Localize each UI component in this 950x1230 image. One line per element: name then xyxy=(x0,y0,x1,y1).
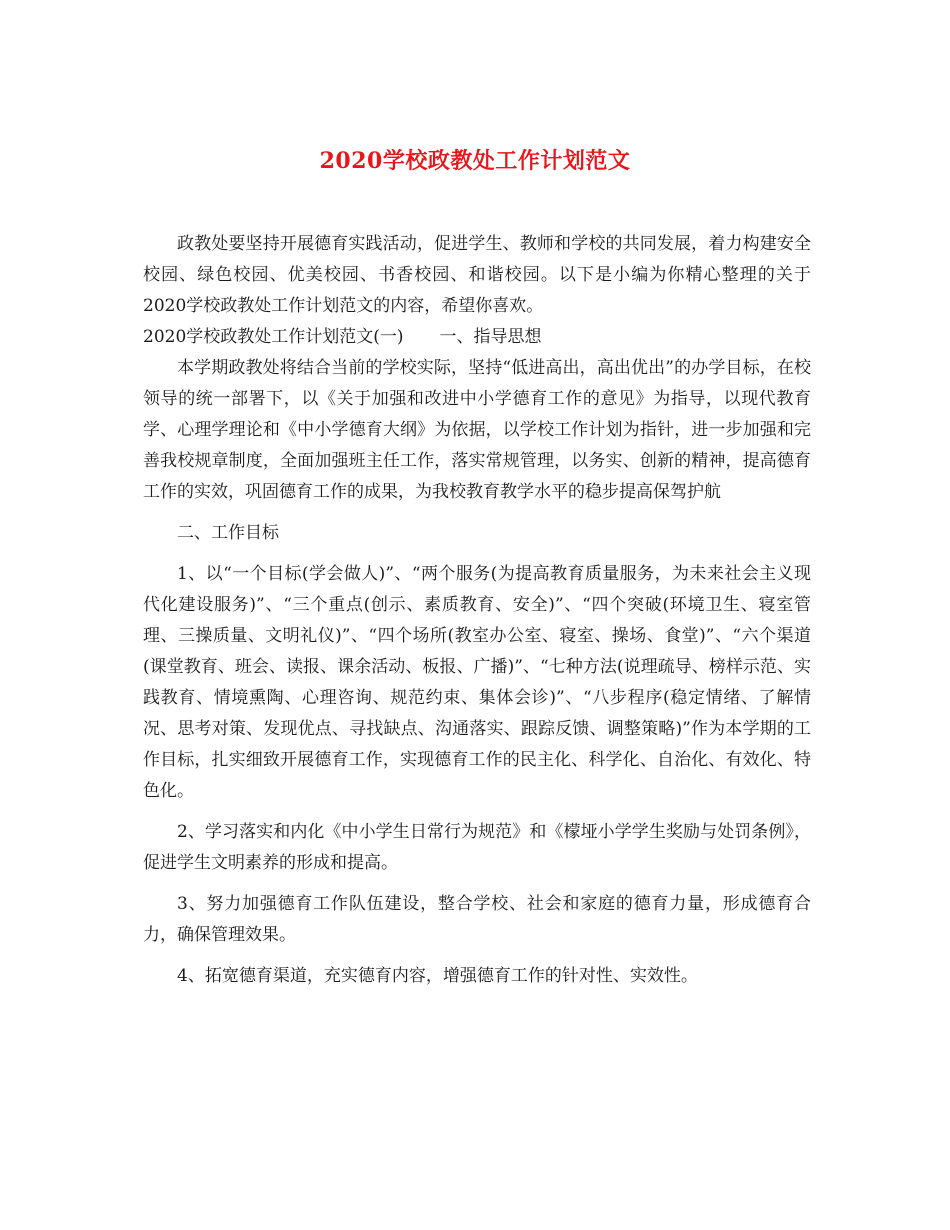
intro-paragraph: 政教处要坚持开展德育实践活动，促进学生、教师和学校的共同发展，着力构建安全校园、绿色校园、优美校园、书香校园、和谐校园。以下是小编为你精心整理的关于2020学校政教处工作计划范文的内容，希望你喜欢。 xyxy=(143,234,811,316)
goal-item-1: 1、以“一个目标(学会做人)”、“两个服务(为提高教育质量服务，为未来社会主义现代化建设服务)”、“三个重点(创示、素质教育、安全)”、“四个突破(环境卫生、寝室管理、三操质量、文明礼仪)”、“四个场所(教室办公室、寝室、操场、食堂)”、“六个渠道(课堂教育、班会、读报、课余活动、板报、广播)”、“七种方法(说理疏导、榜样示范、实践教育、情境熏陶、心理咨询、规范约束、集体会诊)”、“八步程序(稳定情绪、了解情况、思考对策、发现优点、寻找缺点、沟通落实、跟踪反馈、调整策略)”作为本学期的工作目标，扎实细致开展德育工作，实现德育工作的民主化、科学化、自治化、有效化、特色化。 xyxy=(143,564,811,801)
document-title: 2020学校政教处工作计划范文 xyxy=(319,148,631,174)
section1-heading: 一、指导思想 xyxy=(439,327,542,347)
document-body xyxy=(143,229,811,992)
subtitle-line xyxy=(143,322,811,353)
goal-item-3: 3、努力加强德育工作队伍建设，整合学校、社会和家庭的德育力量，形成德育合力，确保管理效果。 xyxy=(143,894,811,945)
goal-item-4: 4、拓宽德育渠道，充实德育内容，增强德育工作的针对性、实效性。 xyxy=(177,966,698,986)
section2-heading: 二、工作目标 xyxy=(177,523,279,543)
spacer xyxy=(404,322,440,353)
goal-item-2: 2、学习落实和内化《中小学生日常行为规范》和《檬垭小学学生奖励与处罚条例》，促进学生文明素养的形成和提高。 xyxy=(143,822,811,873)
section1-paragraph: 本学期政教处将结合当前的学校实际，坚持“低进高出，高出优出”的办学目标，在校领导的统一部署下，以《关于加强和改进中小学德育工作的意见》为指导，以现代教育学、心理学理论和《中小学德育大纲》为依据，以学校工作计划为指针，进一步加强和完善我校规章制度，全面加强班主任工作，落实常规管理，以务实、创新的精神，提高德育工作的实效，巩固德育工作的成果，为我校教育教学水平的稳步提高保驾护航 xyxy=(143,358,811,502)
document-subtitle: 2020学校政教处工作计划范文(一) xyxy=(143,327,404,347)
